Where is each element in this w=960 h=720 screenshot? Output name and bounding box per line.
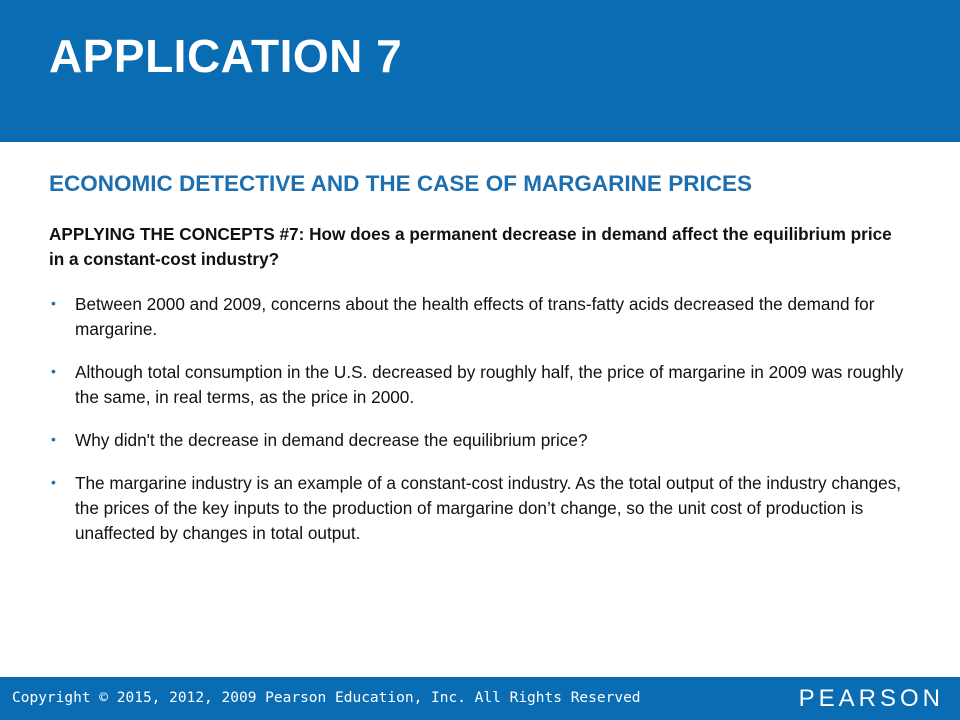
- copyright-text: Copyright © 2015, 2012, 2009 Pearson Education, Inc. All Rights Reserved: [12, 690, 641, 706]
- section-heading: ECONOMIC DETECTIVE AND THE CASE OF MARGARINE PRICES: [49, 171, 752, 196]
- bullet-text: Although total consumption in the U.S. decreased by roughly half, the price of margarine in 2009 was roughly the same, in real terms, as the price in 2000.: [75, 362, 904, 407]
- bullet-item: [49, 292, 919, 342]
- bullet-list: [49, 292, 919, 564]
- bullet-dot-icon: •: [51, 295, 56, 311]
- bullet-text: Between 2000 and 2009, concerns about the health effects of trans-fatty acids decreased the demand for margarine.: [75, 294, 875, 339]
- bullet-dot-icon: •: [51, 431, 56, 447]
- bullet-text: Why didn't the decrease in demand decrease the equilibrium price?: [75, 430, 588, 450]
- question-text: APPLYING THE CONCEPTS #7: How does a permanent decrease in demand affect the equilibrium price in a constant-cost industry?: [49, 224, 892, 269]
- pearson-logo: PEARSON: [798, 685, 944, 712]
- bullet-dot-icon: •: [51, 474, 56, 490]
- bullet-item: [49, 360, 919, 410]
- bullet-text: The margarine industry is an example of a constant-cost industry. As the total output of the industry changes, the prices of the key inputs to the production of margarine don’t change, so the unit cost of production is unaffected by changes in total output.: [75, 473, 902, 543]
- bullet-item: [49, 471, 919, 546]
- bullet-dot-icon: •: [51, 363, 56, 379]
- bullet-item: [49, 428, 919, 453]
- slide-title: APPLICATION 7: [49, 30, 403, 82]
